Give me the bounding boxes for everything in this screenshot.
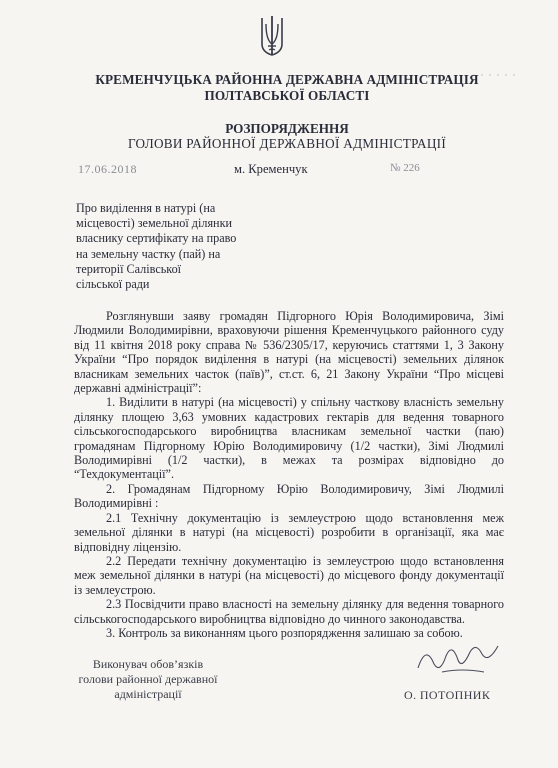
document-subject bbox=[76, 201, 244, 292]
subject-line: місцевості) земельної ділянки bbox=[76, 216, 233, 231]
body-paragraph: 2.2 Передати технічну документацію із землеустрою щодо встановлення меж земельної ділянки в натурі (на місцевості) до місцевого фонду документації із землеустрою. bbox=[74, 553, 504, 597]
subject-line: Про виділення в натурі (на bbox=[76, 201, 216, 215]
body-paragraph: 2.1 Технічну документацію із землеустрою щодо встановлення меж земельної ділянки в натурі (на місцевості) розробити в організації, яка має відповідну ліцензію. bbox=[74, 510, 504, 554]
subject-line: території Салівської bbox=[76, 261, 182, 276]
signatory-position bbox=[68, 657, 228, 702]
document-subtitle: ГОЛОВИ РАЙОННОЇ ДЕРЖАВНОЇ АДМІНІСТРАЦІЇ bbox=[127, 136, 447, 151]
body-paragraph: Розглянувши заяву громадян Підгорного Юрія Володимировича, Зімі Людмили Володимирівни, враховуючи рішення Кременчуцького районного суду від 11 квітня 2018 року справа № 536/2305/17, керуючись статтями 1, 3 Закону України “Про порядок виділення в натурі (на місцевості) земельних ділянок власникам земельних часток (паїв)”, ст.ст. 6, 21 Закону України “Про місцеві державні адміністрації”: bbox=[74, 309, 504, 396]
position-line: адміністрації bbox=[114, 687, 182, 701]
org-name-line2: ПОЛТАВСЬКОЇ ОБЛАСТІ bbox=[204, 88, 370, 103]
signer-name: О. ПОТОПНИК bbox=[404, 688, 491, 702]
body-paragraph: 1. Виділити в натурі (на місцевості) у спільну часткову власність земельну ділянку площею 3,63 умовних кадастрових гектарів для ведення товарного сільськогосподарського виробництва власникам земельної частки (паю) громадянам Підгорному Юрію Володимировичу (1/2 частки), Зімі Людмилі Володимирівні (1/2 частки), в межах та розмірах відповідно до “Техдокументації”. bbox=[74, 395, 504, 482]
subject-line: сільської ради bbox=[76, 277, 150, 292]
org-name-line1: КРЕМЕНЧУЦЬКА РАЙОННА ДЕРЖАВНА АДМІНІСТРАЦІЯ bbox=[95, 72, 479, 87]
document-number: № 226 bbox=[390, 162, 420, 174]
position-line: голови районної державної bbox=[78, 672, 218, 686]
document-date: 17.06.2018 bbox=[78, 162, 137, 176]
subject-line: власнику сертифікату на право bbox=[76, 231, 237, 246]
subject-line: на земельну частку (пай) на bbox=[76, 246, 221, 261]
body-paragraph: 2. Громадянам Підгорному Юрію Володимировичу, Зімі Людмилі Володимирівні : bbox=[74, 481, 504, 511]
handwritten-signature bbox=[412, 638, 502, 678]
position-line: Виконувач обов’язків bbox=[92, 657, 204, 671]
document-city: м. Кременчук bbox=[234, 162, 308, 176]
document-type: РОЗПОРЯДЖЕННЯ bbox=[225, 121, 349, 136]
trident-emblem-icon bbox=[258, 14, 286, 58]
body-paragraph: 3. Контроль за виконанням цього розпорядження залишаю за собою. bbox=[106, 625, 463, 640]
body-paragraph: 2.3 Посвідчити право власності на земельну ділянку для ведення товарного сільськогосподарського виробництва відповідно до чинного законодавства. bbox=[74, 597, 504, 626]
document-body bbox=[74, 309, 504, 640]
